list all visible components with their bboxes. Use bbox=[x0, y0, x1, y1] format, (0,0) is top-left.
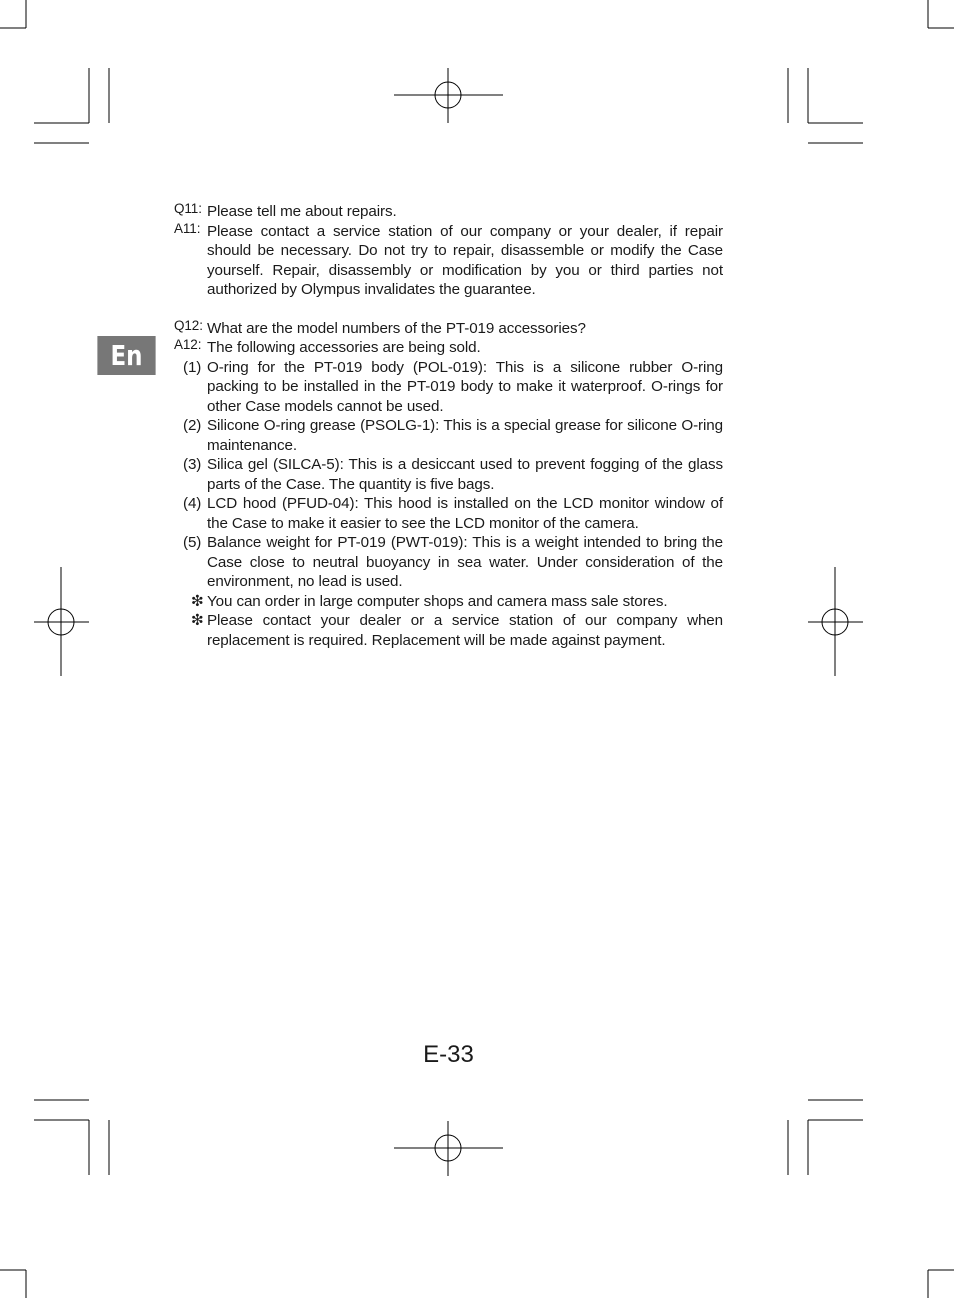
item-number: (2) bbox=[183, 417, 202, 434]
accessory-item bbox=[174, 494, 723, 533]
note bbox=[174, 611, 723, 650]
item-text: Balance weight for PT-019 (PWT-019): This is a weight intended to bring the Case close to neutral buoyancy in sea water. Under consideration of the environment, no lead is used. bbox=[207, 534, 723, 590]
item-number: (1) bbox=[183, 358, 202, 376]
question-text: Please tell me about repairs. bbox=[207, 203, 397, 220]
note-text: You can order in large computer shops and camera mass sale stores. bbox=[207, 592, 668, 610]
question-label: Q12: bbox=[174, 317, 203, 333]
answer-12 bbox=[174, 338, 723, 358]
question-11 bbox=[174, 202, 723, 222]
accessory-item bbox=[174, 455, 723, 494]
accessory-item bbox=[174, 416, 723, 455]
answer-label: A12: bbox=[174, 337, 202, 352]
question-text: What are the model numbers of the PT-019 accessories? bbox=[207, 319, 586, 337]
item-number: (5) bbox=[183, 534, 202, 551]
note-bullet-icon: ❇ bbox=[191, 592, 204, 610]
item-text: LCD hood (PFUD-04): This hood is installed on the LCD monitor window of the Case to make it easier to see the LCD monitor of the camera. bbox=[207, 495, 723, 532]
note bbox=[174, 592, 723, 612]
item-text: Silicone O-ring grease (PSOLG-1): This is a special grease for silicone O-ring maintenance. bbox=[207, 417, 723, 454]
item-text: Silica gel (SILCA-5): This is a desiccant used to prevent fogging of the glass parts of the Case. The quantity is five bags. bbox=[207, 456, 723, 493]
note-text: Please contact your dealer or a service station of our company when replacement is required. Replacement will be made against payment. bbox=[207, 612, 723, 649]
page-number: E-33 bbox=[423, 1041, 474, 1068]
accessory-item bbox=[174, 533, 723, 592]
item-number: (3) bbox=[183, 456, 202, 473]
answer-label: A11: bbox=[174, 220, 201, 236]
answer-text: Please contact a service station of our company or your dealer, if repair should be necessary. Do not try to repair, disassemble or modify the Case yourself. Repair, disassembly or modification by you or third parties not authorized by Olympus invalidates the guarantee. bbox=[207, 222, 723, 298]
item-text: O-ring for the PT-019 body (POL-019): This is a silicone rubber O-ring packing to be installed in the PT-019 body to make it waterproof. O-rings for other Case models cannot be used. bbox=[207, 358, 723, 415]
question-12 bbox=[174, 319, 723, 339]
note-bullet-icon: ❇ bbox=[191, 612, 204, 629]
faq-content bbox=[174, 202, 723, 650]
language-tab: En bbox=[97, 336, 155, 375]
answer-text: The following accessories are being sold. bbox=[207, 339, 481, 356]
question-label: Q11: bbox=[174, 201, 202, 216]
accessory-item bbox=[174, 358, 723, 417]
answer-11 bbox=[174, 222, 723, 300]
item-number: (4) bbox=[183, 495, 202, 512]
